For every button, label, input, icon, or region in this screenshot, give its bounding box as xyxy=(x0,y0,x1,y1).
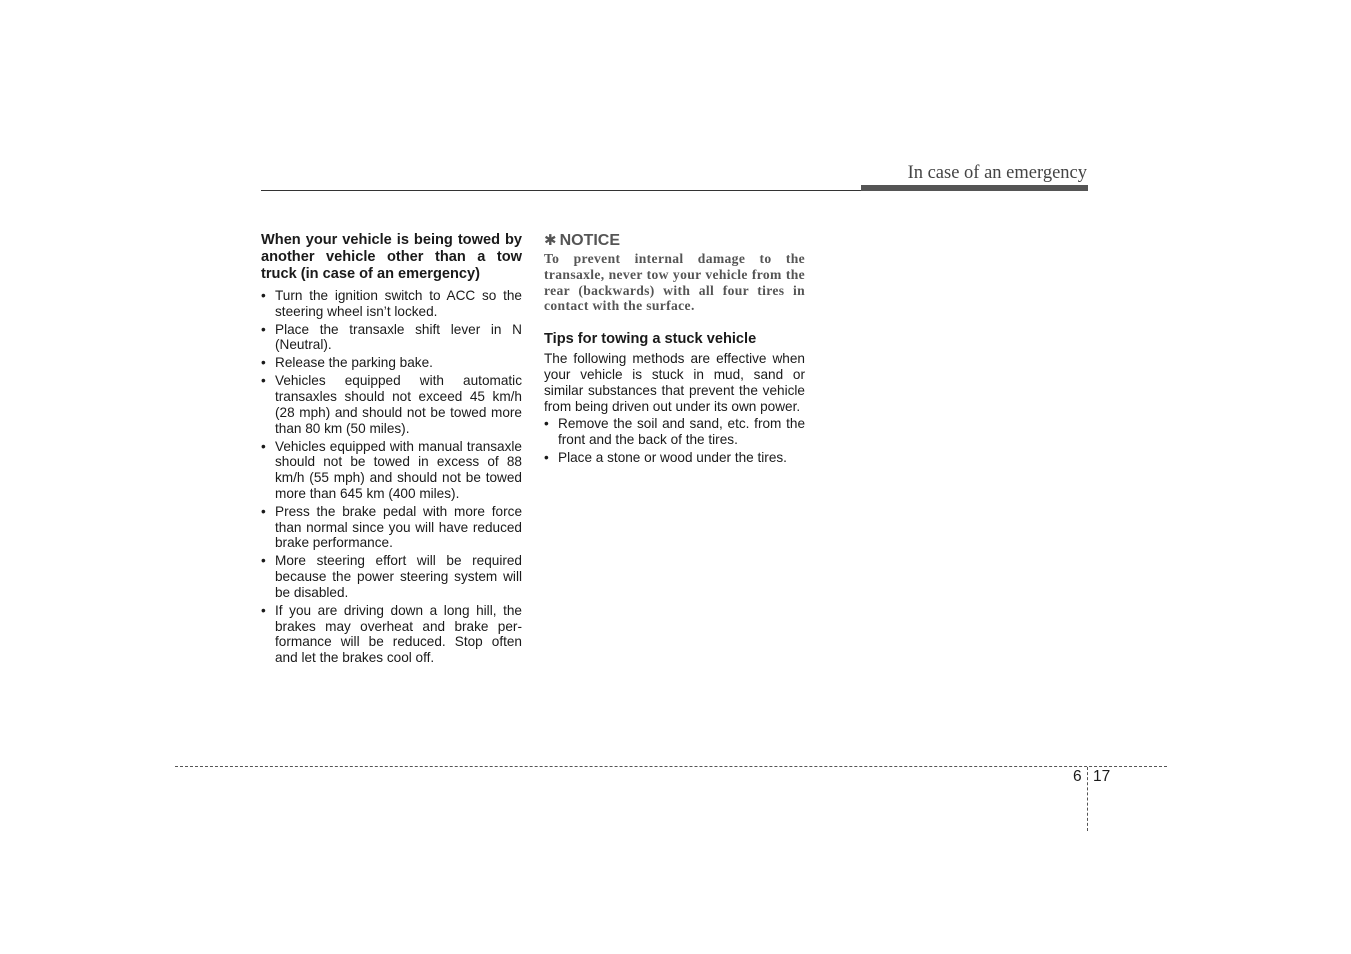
section-title: In case of an emergency xyxy=(907,163,1087,183)
chapter-number: 6 xyxy=(1073,768,1082,785)
notice-body: To prevent internal damage to the transaxle, never tow your vehicle from the rear (backwards) with all four tires in contact with the surface. xyxy=(544,251,805,314)
list-item: • Turn the ignition switch to ACC so the steering wheel isn’t locked. xyxy=(261,288,522,320)
footer-dashed-divider xyxy=(1087,767,1088,831)
asterisk-icon: ✱ xyxy=(544,232,557,249)
right-column xyxy=(544,232,805,468)
list-item: • Vehicles equipped with manual transaxle should not be towed in excess of 88 km/h (55 mph) and should not be towed more than 645 km (400 miles). xyxy=(261,439,522,502)
left-column xyxy=(261,232,522,668)
header-accent-bar xyxy=(861,185,1088,191)
list-item: • Remove the soil and sand, etc. from the front and the back of the tires. xyxy=(544,416,805,448)
list-item: • Vehicles equipped with automatic transaxles should not exceed 45 km/h (28 mph) and should not be towed more than 80 km (50 miles). xyxy=(261,373,522,436)
list-item: • Place the transaxle shift lever in N (Neutral). xyxy=(261,322,522,354)
tips-heading: Tips for towing a stuck vehicle xyxy=(544,331,757,348)
towing-bullet-list xyxy=(261,288,522,666)
notice-label: NOTICE xyxy=(559,232,621,249)
list-item: • Place a stone or wood under the tires. xyxy=(544,450,805,466)
footer-dashed-rule xyxy=(175,766,1167,767)
towing-heading: When your vehicle is being towed by another vehicle other than a tow truck (in case of an emergency) xyxy=(261,232,522,282)
list-item: • If you are driving down a long hill, the brakes may overheat and brake per-formance will be reduced. Stop often and let the brakes cool off. xyxy=(261,603,522,666)
list-item: • Press the brake pedal with more force than normal since you will have reduced brake performance. xyxy=(261,504,522,551)
tips-bullet-list xyxy=(544,416,805,465)
tips-intro: The following methods are effective when your vehicle is stuck in mud, sand or similar substances that prevent the vehicle from being driven out under its own power. xyxy=(544,351,805,414)
list-item: • More steering effort will be required because the power steering system will be disabled. xyxy=(261,553,522,600)
page-number: 17 xyxy=(1093,768,1111,785)
notice-heading xyxy=(544,232,805,250)
list-item: • Release the parking bake. xyxy=(261,355,522,371)
